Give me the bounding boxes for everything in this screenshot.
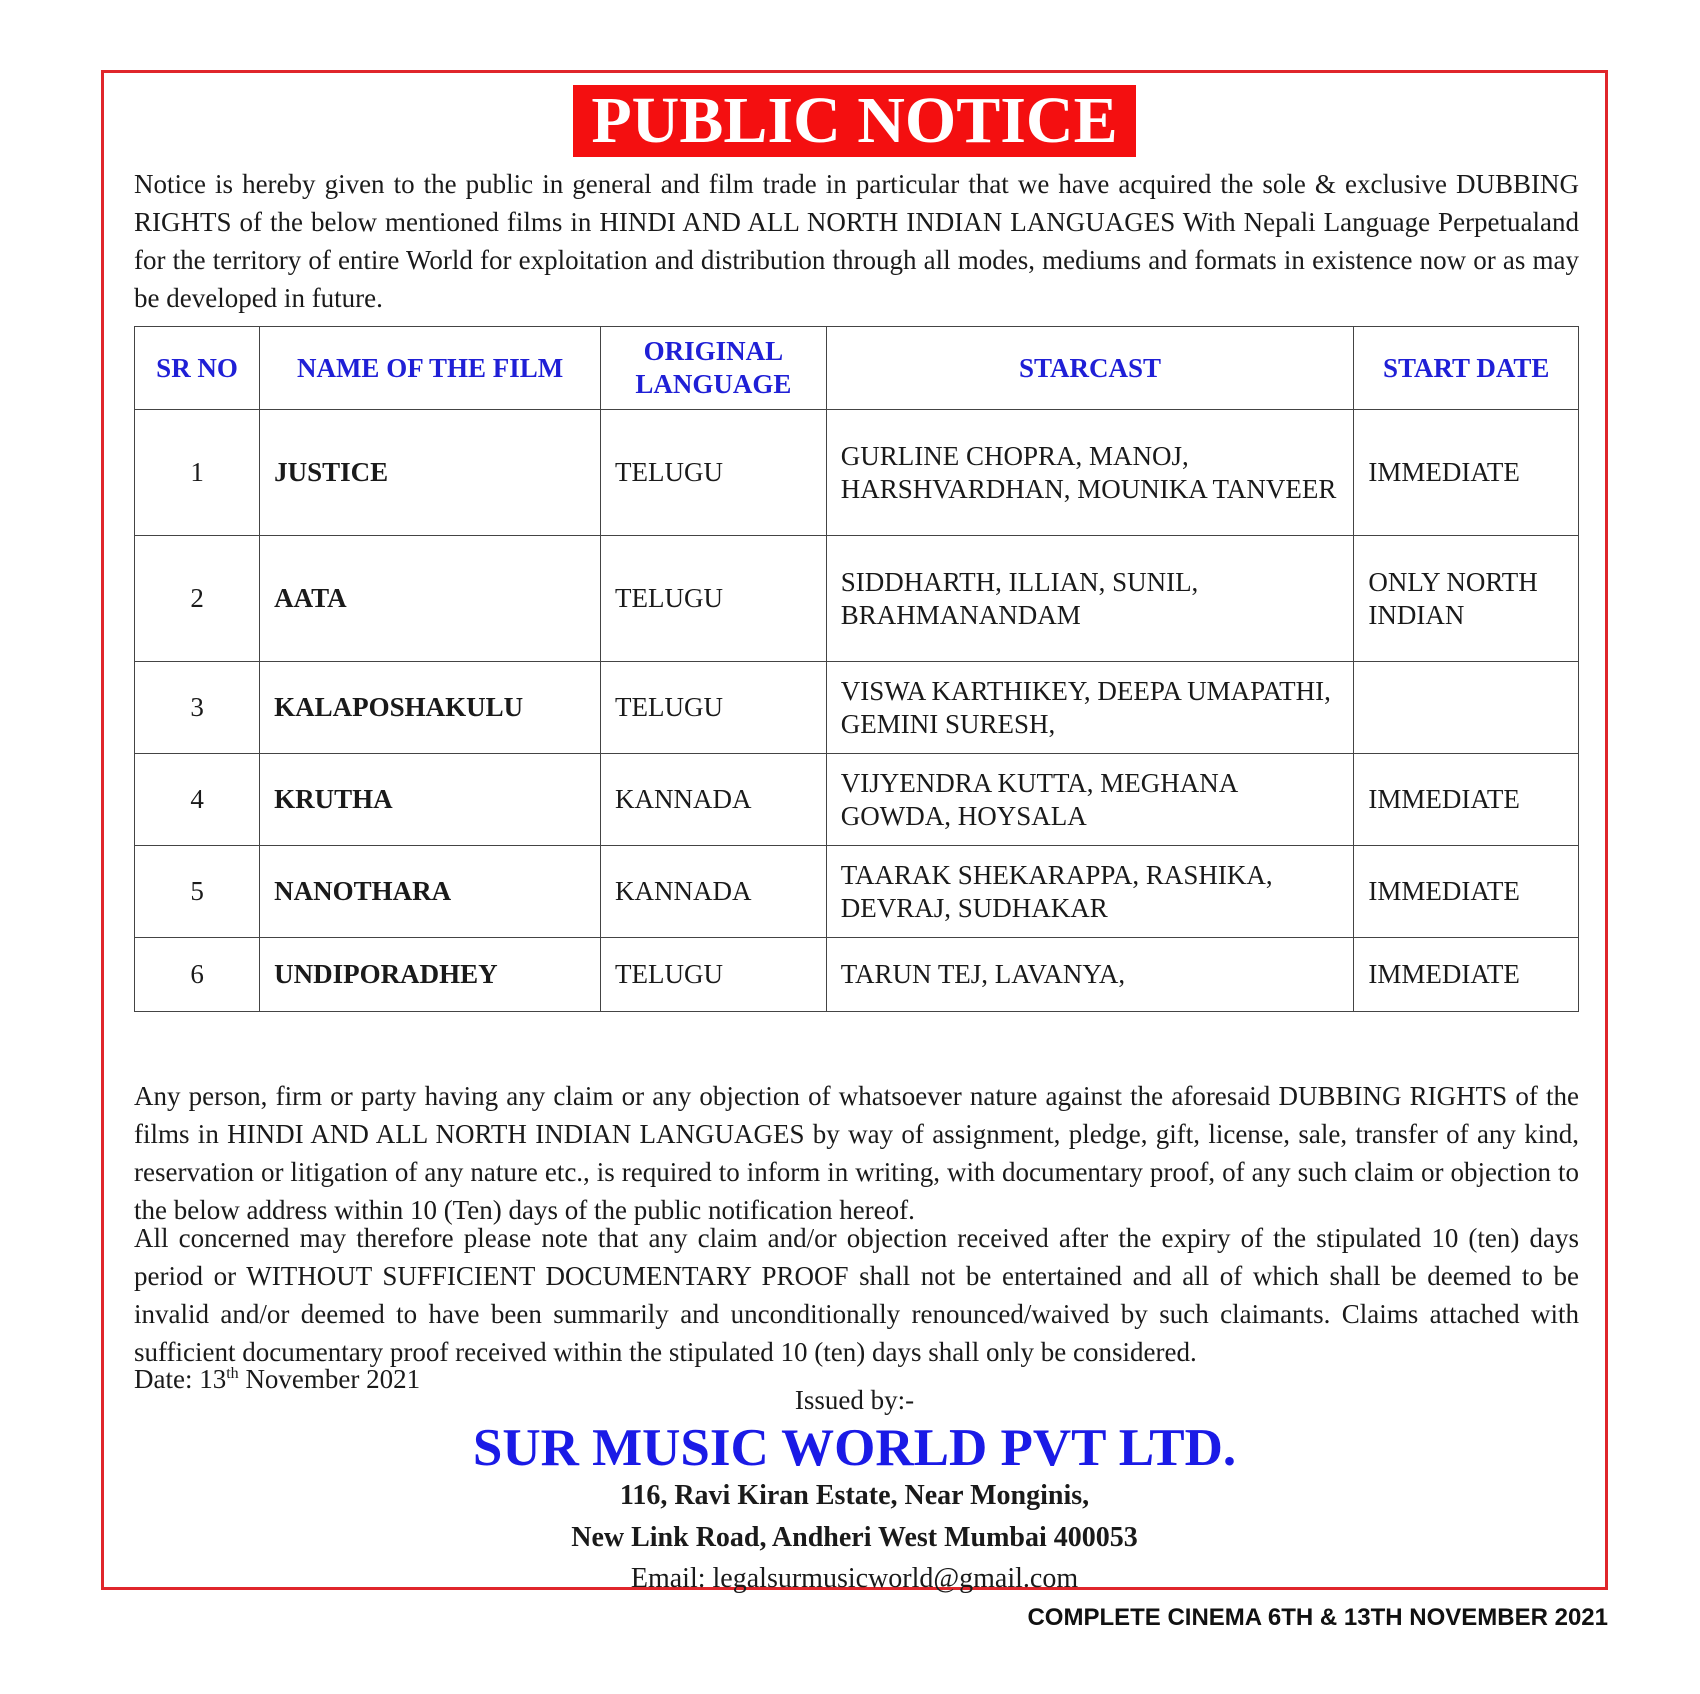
address-line-2: New Link Road, Andheri West Mumbai 400053	[571, 1522, 1138, 1553]
cell-language: KANNADA	[601, 754, 827, 846]
table-row	[135, 536, 1579, 662]
table-row	[135, 846, 1579, 938]
cell-language: TELUGU	[601, 662, 827, 754]
table-row	[135, 662, 1579, 754]
date-prefix: Date: 13	[134, 1364, 227, 1394]
table-header-row	[135, 327, 1579, 410]
cell-film-name: NANOTHARA	[260, 846, 601, 938]
cell-language: TELUGU	[601, 938, 827, 1012]
notice-frame	[101, 70, 1608, 1594]
cell-starcast: SIDDHARTH, ILLIAN, SUNIL, BRAHMANANDAM	[826, 536, 1354, 662]
date-rest: November 2021	[238, 1364, 421, 1394]
cell-sr: 2	[135, 536, 260, 662]
header-starcast: STARCAST	[826, 327, 1354, 410]
cell-sr: 1	[135, 410, 260, 536]
cell-sr: 4	[135, 754, 260, 846]
cell-start-date: IMMEDIATE	[1354, 846, 1579, 938]
cell-sr: 3	[135, 662, 260, 754]
issued-by-label: Issued by:-	[794, 1385, 915, 1415]
header-film-name: NAME OF THE FILM	[260, 327, 601, 410]
cell-start-date: IMMEDIATE	[1354, 754, 1579, 846]
claims-paragraph: Any person, firm or party having any claim or any objection of whatsoever nature against the aforesaid DUBBING RIGHTS of the films in HINDI AND ALL NORTH INDIAN LANGUAGES by way of assignment, pledge, gift, license, sale, transfer of any kind, reservation or litigation of any nature etc., is required to inform in writing, with documentary proof, of any such claim or objection to the below address within 10 (Ten) days of the public notification hereof.	[134, 1081, 1579, 1225]
header-sr-no: SR NO	[135, 327, 260, 410]
company-name: SUR MUSIC WORLD PVT LTD.	[472, 1419, 1237, 1477]
publication-footer: COMPLETE CINEMA 6TH & 13TH NOVEMBER 2021	[1027, 1604, 1608, 1631]
cell-language: KANNADA	[601, 846, 827, 938]
cell-language: TELUGU	[601, 410, 827, 536]
cell-starcast: VIJYENDRA KUTTA, MEGHANA GOWDA, HOYSALA	[826, 754, 1354, 846]
cell-start-date: IMMEDIATE	[1354, 410, 1579, 536]
page-title: PUBLIC NOTICE	[573, 85, 1135, 157]
cell-film-name: UNDIPORADHEY	[260, 938, 601, 1012]
cell-language: TELUGU	[601, 536, 827, 662]
cell-start-date: ONLY NORTH INDIAN	[1354, 536, 1579, 662]
table-row	[135, 754, 1579, 846]
cell-film-name: KRUTHA	[260, 754, 601, 846]
date-ordinal-suffix: th	[226, 1365, 239, 1382]
concerned-paragraph: All concerned may therefore please note that any claim and/or objection received after the expiry of the stipulated 10 (ten) days period or WITHOUT SUFFICIENT DOCUMENTARY PROOF shall not be entertained and all of which shall be deemed to be invalid and/or deemed to have been summarily and unconditionally renounced/waived by such claimants. Claims attached with sufficient documentary proof received within the stipulated 10 (ten) days shall only be considered.	[134, 1223, 1579, 1367]
cell-starcast: GURLINE CHOPRA, MANOJ, HARSHVARDHAN, MOUNIKA TANVEER	[826, 410, 1354, 536]
cell-film-name: AATA	[260, 536, 601, 662]
cell-start-date: IMMEDIATE	[1354, 938, 1579, 1012]
cell-film-name: JUSTICE	[260, 410, 601, 536]
table-row	[135, 938, 1579, 1012]
header-start-date: START DATE	[1354, 327, 1579, 410]
intro-paragraph: Notice is hereby given to the public in general and film trade in particular that we have acquired the sole & exclusive DUBBING RIGHTS of the below mentioned films in HINDI AND ALL NORTH INDIAN LANGUAGES With Nepali Language Perpetualand for the territory of entire World for exploitation and distribution through all modes, mediums and formats in existence now or as may be developed in future.	[134, 169, 1579, 313]
header-original-language: ORIGINAL LANGUAGE	[601, 327, 827, 410]
cell-starcast: VISWA KARTHIKEY, DEEPA UMAPATHI, GEMINI SURESH,	[826, 662, 1354, 754]
title-wrap	[104, 85, 1605, 157]
films-table	[134, 326, 1579, 1012]
cell-sr: 5	[135, 846, 260, 938]
address-line-1: 116, Ravi Kiran Estate, Near Monginis,	[619, 1480, 1090, 1511]
contact-email: Email: legalsurmusicworld@gmail.com	[630, 1563, 1079, 1594]
cell-start-date	[1354, 662, 1579, 754]
cell-starcast: TARUN TEJ, LAVANYA,	[826, 938, 1354, 1012]
cell-sr: 6	[135, 938, 260, 1012]
table-row	[135, 410, 1579, 536]
cell-film-name: KALAPOSHAKULU	[260, 662, 601, 754]
cell-starcast: TAARAK SHEKARAPPA, RASHIKA, DEVRAJ, SUDHAKAR	[826, 846, 1354, 938]
